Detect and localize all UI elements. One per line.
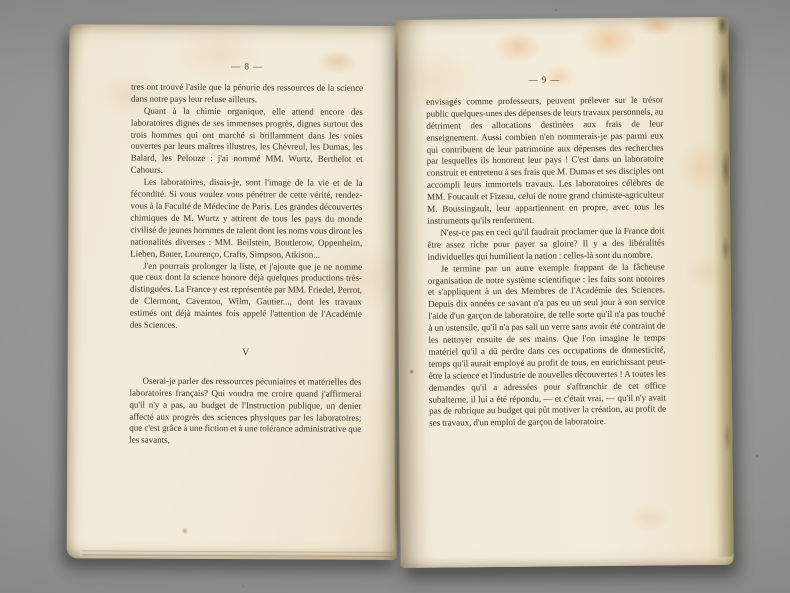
page-stack-edge bbox=[83, 549, 393, 559]
paragraph: Quant à la chimie organique, elle attend encore des laboratoires dignes de ses immenses progrès, dignes surtout des trois hommes qui ont marché si brillamment dans les voies ouvertes par leurs maîtres illustres, les Chévreul, les Dumas, les Balard, les Pelouze : j'ai nommé MM. Wurtz, Berthelot et Cahours. bbox=[130, 105, 363, 176]
section-heading: V bbox=[242, 347, 250, 359]
spine-gutter-crease bbox=[395, 30, 398, 552]
left-page bbox=[67, 24, 400, 560]
right-page bbox=[395, 17, 733, 568]
right-page-number: — 9 — bbox=[528, 74, 561, 85]
paragraph: envisagés comme professeurs, peuvent prélever sur le trésor public quelques-unes des dépenses de leurs travaux personnels, au détriment des allocations destinées aux frais de leur enseignement. Aussi combien n'en nommerais-je pas parmi eux qui contribuent de leur patrimoine aux dépenses des recherches par lesquelles ils honorent leur pays ! C'est dans un laboratoire construit et entretenu à ses frais que M. Dumas et ses disciples ont accompli leurs immortels travaux. Les laboratoires célèbres de MM. Foucault et Fizeau, celui de notre grand chimiste-agriculteur M. Boussingault, leur appartiennent en propre, avec tous les instruments qu'ils renferment. bbox=[426, 94, 665, 226]
paragraph: Oserai-je parler des ressources pécuniaires et matérielles des laboratoires français? Qui voudra me croire quand j'affirmerai qu'il n'y a pas, au budget de l'Instruction publique, un denier affecté aux progrès des sciences physiques par les laboratoires; que c'est grâce à une fiction et à une tolérance administrative que les savants, bbox=[129, 375, 362, 446]
paragraph: Je termine par un autre exemple frappant de la fâcheuse organisation de notre système scientifique : les faits sont notoires et s'appliquent à un des Membres de l'Académie des Sciences. Depuis dix années ce savant n'a pas eu un seul jour à son service l'aide d'un garçon de laboratoire, de telle sorte qu'il n'a pas touché à un ustensile, qu'il n'a pas sali un verre sans avoir été contraint de les nettoyer ensuite de ses mains. Que l'on imagine le temps matériel qu'il a dû perdre dans ces occupations de domesticité, temps qu'il aurait employé au profit de tous, en enrichissant peut-être la science et l'industrie de nouvelles découvertes ! A toutes les demandes qu'il a adressées pour s'affranchir de cet office subalterne, il lui a été répondu, — et c'était vrai, — qu'il n'y avait pas de rubrique au budget qui pût motiver la création, au profit de ses travaux, d'un emploi de garçon de laboratoire. bbox=[427, 261, 667, 429]
right-page-content bbox=[395, 17, 732, 430]
paragraph: tres ont trouvé l'asile que la pénurie des ressources de la science dans notre pays leur refuse ailleurs. bbox=[130, 81, 364, 105]
left-page-content bbox=[67, 24, 399, 448]
paragraph: N'est-ce pas en ceci qu'il faudrait proclamer que la France doit être assez riche pour payer sa gloire? Il y a des libéralités individuelles qui humilient la nation : celles-là sont du nombre. bbox=[427, 225, 665, 262]
paragraph: Les laboratoires, disais-je, sont l'image de la vie et de la fécondité. Si vous voulez vous pénétrer de cette vérité, rendez-vous à la Faculté de Médecine de Paris. Les grandes découvertes chimiques de M. Wurtz y attirent de tous les pays du monde civilisé de jeunes hommes de talent dont les noms vous diront les nationalités diverses : MM. Beilstein, Boutlerow, Oppenheim, Lieben, Bauer, Lourenço, Crafts, Simpson, Atkison... bbox=[130, 176, 363, 260]
paragraph: J'en pourrais prolonger la liste, et j'ajoute que je ne nomme que ceux dont la science honore déjà quelques productions très-distinguées. La France y est représentée par MM. Friedel, Perrot, de Clermont, Caventou, Wilm, Gautier..., dont les travaux estimés ont déjà maintes fois appelé l'attention de l'Académie des Sciences. bbox=[129, 260, 363, 330]
left-page-number: — 8 — bbox=[231, 61, 264, 72]
